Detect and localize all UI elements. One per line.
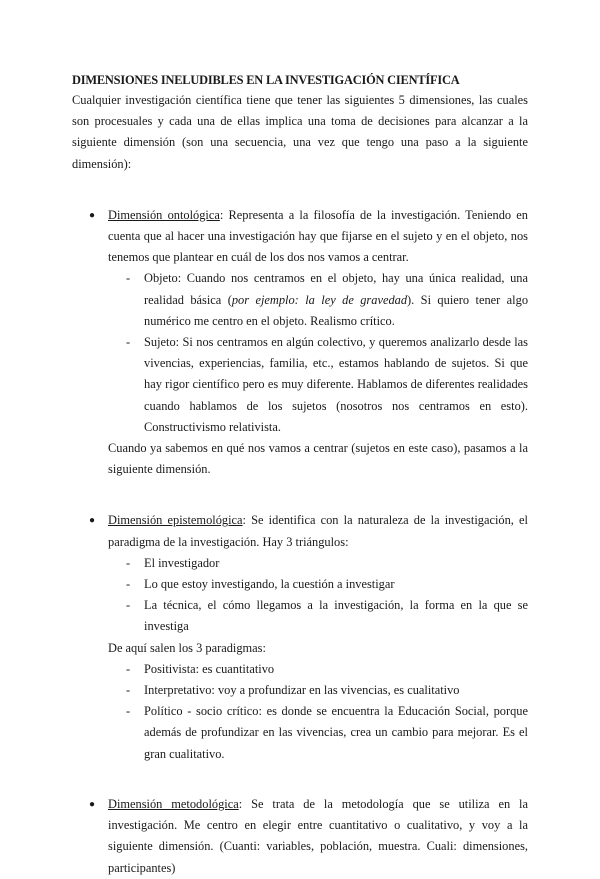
list-item — [126, 680, 528, 701]
section-closing: Cuando ya sabemos en qué nos vamos a centrar (sujetos en este caso), pasamos a la siguiente dimensión. — [108, 441, 528, 477]
section-text: : Se trata de la metodología que se utiliza en la investigación. Me centro en elegir entre cuantitativo o cualitativo, y voy a la siguiente dimensión. (Cuanti: variables, población, muestra. Cuali: dimensiones, participantes) — [108, 796, 528, 875]
section-text: : Se identifica con la naturaleza de la investigación, el paradigma de la investigación. Hay 3 triángulos: — [108, 513, 528, 549]
subject-object-list — [126, 268, 528, 438]
section-paragraph — [108, 510, 528, 552]
section-epistemologica — [89, 510, 528, 764]
section-ontologica — [89, 205, 529, 481]
bullet-icon: ● — [89, 798, 96, 810]
item-italic-text: por ejemplo: la ley de gravedad — [231, 292, 408, 307]
list-item — [126, 553, 528, 574]
item-text: La técnica, el cómo llegamos a la investigación, la forma en la que se investiga — [144, 598, 528, 634]
item-text: Sujeto: Si nos centramos en algún colectivo, y queremos analizarlo desde las vivencias, experiencias, familia, etc., estamos hablando de sujetos. Si que hay rigor científico pero es muy diferente. Hablamos de diferentes realidades cuando hablamos de los sujetos (nosotros nos centramos en esto). Constructivismo relativista. — [144, 335, 528, 434]
dash-icon: - — [126, 683, 131, 698]
list-item — [126, 595, 528, 637]
document-page — [72, 70, 528, 879]
dash-icon: - — [126, 271, 131, 286]
list-item — [126, 659, 528, 680]
section-term: Dimensión metodológica — [108, 796, 239, 811]
section-text: : Representa a la filosofía de la investigación. Teniendo en cuenta que al hacer una investigación hay que fijarse en el sujeto y en el objeto, nos tenemos que plantear en cuál de los dos nos vamos a centrar. — [108, 207, 528, 265]
item-text: Positivista: es cuantitativo — [144, 661, 275, 676]
dash-icon: - — [126, 661, 131, 676]
section-term: Dimensión ontológica — [108, 207, 220, 222]
item-text: Lo que estoy investigando, la cuestión a investigar — [144, 577, 395, 592]
item-text: Político - socio crítico: es donde se encuentra la Educación Social, porque además de profundizar en las vivencias, crea un cambio para mejorar. Es el gran cualitativo. — [144, 704, 528, 761]
item-text: ). Si quiero tener algo numérico me centro en el objeto. Realismo crítico. — [144, 292, 529, 328]
bullet-icon: ● — [89, 209, 96, 221]
dash-icon: - — [126, 335, 131, 350]
dash-icon: - — [126, 598, 131, 613]
section-middle: De aquí salen los 3 paradigmas: — [108, 640, 266, 655]
section-paragraph — [108, 794, 528, 879]
triangles-list — [126, 553, 528, 638]
list-item — [126, 701, 528, 765]
list-item — [126, 574, 528, 595]
section-metodologica — [89, 794, 528, 879]
document-title: DIMENSIONES INELUDIBLES EN LA INVESTIGACIÓN CIENTÍFICA — [72, 73, 460, 87]
item-text: Interpretativo: voy a profundizar en las vivencias, es cualitativo — [144, 683, 460, 698]
item-text: Objeto: Cuando nos centramos en el objeto, hay una única realidad, una realidad básica ( — [144, 271, 528, 307]
item-text: El investigador — [144, 555, 220, 570]
dash-icon: - — [126, 577, 131, 592]
dash-icon: - — [126, 704, 131, 719]
bullet-icon: ● — [89, 515, 96, 527]
intro-paragraph: Cualquier investigación científica tiene que tener las siguientes 5 dimensiones, las cuales son procesuales y cada una de ellas implica una toma de decisiones para alcanzar a la siguiente dimensión (son una secuencia, una vez que tengo una paso a la siguiente dimensión): — [72, 93, 528, 171]
list-item — [126, 268, 528, 332]
paradigms-list — [126, 659, 528, 765]
dash-icon: - — [126, 555, 131, 570]
list-item — [126, 332, 528, 438]
section-paragraph — [108, 205, 528, 269]
section-term: Dimensión epistemológica — [108, 513, 243, 528]
